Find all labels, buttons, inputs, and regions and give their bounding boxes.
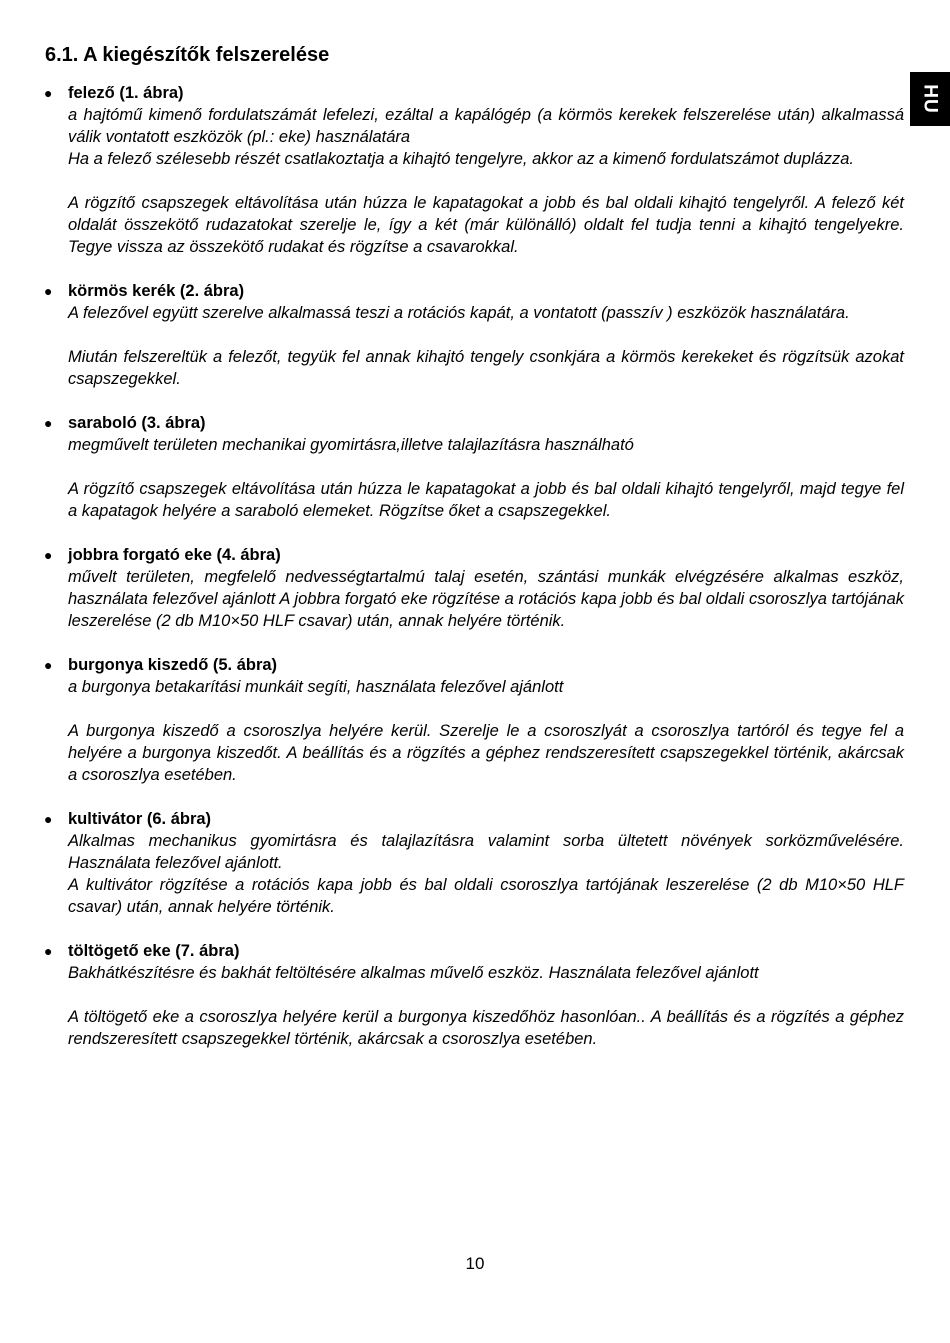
item-paragraph: Alkalmas mechanikus gyomirtásra és talajlazításra valamint sorba ültetett növények sorközművelésére. Használata felezővel ajánlott. <box>68 832 904 872</box>
accessory-list <box>44 82 904 1072</box>
language-tab <box>910 72 950 126</box>
item-paragraph: A rögzítő csapszegek eltávolítása után húzza le kapatagokat a jobb és bal oldali kihajtó tengelyről. A felező két oldalát összekötő rudazatokat szerelje le, így a két (már különálló) oldalt fel tudja tenni a kihajtó tengelyekre. Tegye vissza az összekötő rudakat és rögzítse a csavarokkal. <box>68 194 904 256</box>
page-number: 10 <box>465 1254 485 1273</box>
list-item <box>44 654 904 786</box>
bullet-icon: ● <box>44 283 53 299</box>
list-item <box>44 940 904 1050</box>
item-title: kultivátor (6. ábra) <box>68 810 212 828</box>
item-title: töltögető eke (7. ábra) <box>68 942 240 960</box>
item-paragraph: Miután felszereltük a felezőt, tegyük fel annak kihajtó tengely csonkjára a körmös kerekeket és rögzítsük azokat csapszegekkel. <box>68 348 904 388</box>
bullet-icon: ● <box>44 657 53 673</box>
item-title: saraboló (3. ábra) <box>68 414 206 432</box>
bullet-icon: ● <box>44 415 53 431</box>
item-title: jobbra forgató eke (4. ábra) <box>68 546 281 564</box>
list-item <box>44 412 904 522</box>
item-paragraph: A felezővel együtt szerelve alkalmassá teszi a rotációs kapát, a vontatott (passzív ) eszközök használatára. <box>68 304 850 322</box>
item-paragraph: Bakhátkészítésre és bakhát feltöltésére alkalmas művelő eszköz. Használata felezővel ajánlott <box>68 964 759 982</box>
list-item <box>44 280 904 390</box>
item-paragraph: Ha a felező szélesebb részét csatlakoztatja a kihajtó tengelyre, akkor az a kimenő fordulatszámot duplázza. <box>68 150 854 168</box>
bullet-icon: ● <box>44 85 53 101</box>
item-paragraph: a hajtómű kimenő fordulatszámát lefelezi, ezáltal a kapálógép (a körmös kerekek felszerelése után) alkalmassá válik vontatott eszközök (pl.: eke) használatára <box>68 106 904 146</box>
item-paragraph: A rögzítő csapszegek eltávolítása után húzza le kapatagokat a jobb és bal oldali kihajtó tengelyről, majd tegye fel a kapatagok helyére a saraboló elemeket. Rögzítse őket a csapszegekkel. <box>68 480 904 520</box>
item-paragraph: A töltögető eke a csoroszlya helyére kerül a burgonya kiszedőhöz hasonlóan.. A beállítás és a rögzítés a géphez rendszeresített csapszegekkel történik, akárcsak a csoroszlya esetében. <box>68 1008 904 1048</box>
item-paragraph: a burgonya betakarítási munkáit segíti, használata felezővel ajánlott <box>68 678 564 696</box>
item-title: körmös kerék (2. ábra) <box>68 282 245 300</box>
language-tab-label: HU <box>919 84 941 114</box>
section-heading: 6.1. A kiegészítők felszerelése <box>45 44 330 66</box>
item-paragraph: A burgonya kiszedő a csoroszlya helyére kerül. Szerelje le a csoroszlyát a csoroszlya tartóról és tegye fel a helyére a burgonya kiszedőt. A beállítás és a rögzítés a géphez rendszeresített csapszegekkel történik, akárcsak a csoroszlya esetében. <box>68 722 904 784</box>
item-paragraph: A kultivátor rögzítése a rotációs kapa jobb és bal oldali csoroszlya tartójának leszerelése (2 db M10×50 HLF csavar) után, annak helyére történik. <box>68 876 904 916</box>
list-item <box>44 544 904 632</box>
bullet-icon: ● <box>44 547 53 563</box>
list-item <box>44 808 904 918</box>
item-paragraph: művelt területen, megfelelő nedvességtartalmú talaj esetén, szántási munkák elvégzésére alkalmas eszköz, használata felezővel ajánlott A jobbra forgató eke rögzítése a rotációs kapa jobb és bal oldali csoroszlya tartójának leszerelése (2 db M10×50 HLF csavar) után, annak helyére történik. <box>68 568 904 630</box>
list-item <box>44 82 904 258</box>
item-title: felező (1. ábra) <box>68 84 184 102</box>
bullet-icon: ● <box>44 943 53 959</box>
item-title: burgonya kiszedő (5. ábra) <box>68 656 278 674</box>
item-paragraph: megművelt területen mechanikai gyomirtásra,illetve talajlazításra használható <box>68 436 634 454</box>
bullet-icon: ● <box>44 811 53 827</box>
